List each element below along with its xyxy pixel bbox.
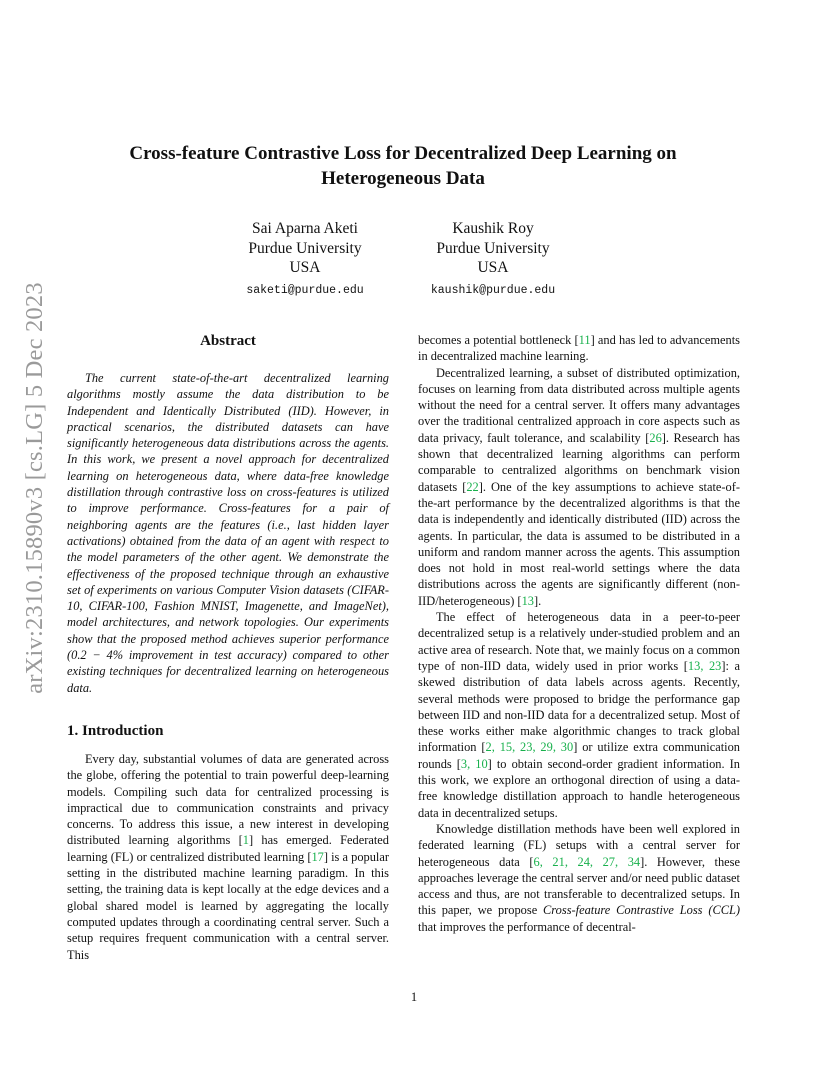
page-number: 1: [410, 990, 418, 1004]
author-block: [403, 219, 583, 300]
citation-link[interactable]: 3, 10: [460, 756, 488, 771]
abstract-heading: Abstract: [200, 333, 256, 349]
author-country: USA: [289, 259, 321, 276]
citation-link[interactable]: 11: [578, 333, 591, 347]
arxiv-sidebar-stamp: [14, 281, 56, 694]
author-email[interactable]: kaushik@purdue.edu: [430, 283, 556, 297]
author-name: Kaushik Roy: [452, 220, 534, 237]
citation-link[interactable]: 13, 23: [687, 658, 722, 673]
citation-link[interactable]: 22: [466, 479, 479, 494]
paragraph: The effect of heterogeneous data in a peer-to-peer decentralized setup is a relatively under-studied problem and an active area of research. Note that, we mainly focus on a common type of non-IID data, widely used in prior works [13, 23]: a skewed distribution of data labels across agents. Recently, several methods were proposed to bridge the performance gap between IID and non-IID data for a decentralized setup. Most of these works either make algorithmic changes to track global information [2, 15, 23, 29, 30] or utilize extra communication rounds [3, 10] to obtain second-order gradient information. In this work, we explore an orthogonal direction of using a data-free knowledge distillation approach to handle heterogeneous data in decentralized setups.: [418, 610, 741, 820]
citation-link[interactable]: 1: [242, 833, 249, 848]
paragraph: Knowledge distillation methods have been well explored in federated learning (FL) setups with a central server for heterogeneous data [6, 21, 24, 27, 34]. However, these approaches leverage the central server and/or need public dataset access and thus, are not transferable to decentralized setups. In this paper, we propose Cross-feature Contrastive Loss (CCL) that improves the performance of decentral-: [418, 821, 741, 934]
abstract-text: The current state-of-the-art decentralized learning algorithms mostly assume the data distribution to be Independent and Identically Distributed (IID). However, in practical scenarios, the distributed datasets can have significantly heterogeneous data distributions across the agents. In this work, we present a novel approach for decentralized learning on heterogeneous data, where data-free knowledge distillation through contrastive loss on cross-features is utilized to improve performance. Cross-features for a pair of neighboring agents are the features (i.e., last hidden layer activations) obtained from the data of an agent with respect to the model parameters of the other agent. We demonstrate the effectiveness of the proposed technique through an exhaustive set of experiments on various Computer Vision datasets (CIFAR-10, CIFAR-100, Fashion MNIST, Imagenette, and ImageNet), model architectures, and network topologies. Our experiments show that the proposed method achieves superior performance (0.2 − 4% improvement in test accuracy) compared to other existing techniques for decentralized learning on heterogeneous data.: [67, 371, 389, 695]
citation-link[interactable]: 13: [521, 593, 534, 608]
author-country: USA: [477, 259, 509, 276]
author-affiliation: Purdue University: [436, 239, 550, 257]
paragraph: Every day, substantial volumes of data are generated across the globe, offering the potential to train powerful deep-learning models. Compiling such data for centralized processing is impractical due to communication constraints and privacy concerns. To address this issue, a new interest in developing distributed learning algorithms [1] has emerged. Federated learning (FL) or centralized distributed learning [17] is a popular setting in the distributed machine learning paradigm. In this setting, the training data is kept locally at the edge devices and a global shared model is learned by aggregating the locally computed updates through a coordinating central server. Such a setup requires frequent communication with a central server. This: [67, 751, 389, 962]
author-email[interactable]: saketi@purdue.edu: [246, 283, 364, 297]
method-name: Cross-feature Contrastive Loss (CCL): [543, 903, 741, 918]
author-block: [215, 219, 395, 300]
citation-link[interactable]: 26: [649, 430, 662, 445]
citation-link[interactable]: 6, 21, 24, 27, 34: [533, 854, 641, 869]
arxiv-id: arXiv:2310.15890v3 [cs.LG] 5 Dec 2023: [21, 281, 48, 694]
citation-link[interactable]: 2, 15, 23, 29, 30: [485, 740, 574, 755]
author-affiliation: Purdue University: [248, 239, 362, 257]
paragraph: becomes a potential bottleneck [11] and has led to advancements in decentralized machine learning.: [418, 333, 741, 364]
paper-title: Cross-feature Contrastive Loss for Decentralized Deep Learning on Heterogeneous Data: [129, 143, 677, 189]
section-heading: 1. Introduction: [67, 722, 164, 739]
citation-link[interactable]: 17: [311, 849, 324, 864]
paragraph: Decentralized learning, a subset of distributed optimization, focuses on learning from data distributed across multiple agents without the need for a central server. It offers many advantages over the traditional centralized approach in core aspects such as data privacy, fault tolerance, and scalability [26]. Research has shown that decentralized learning algorithms can perform comparable to centralized algorithms on benchmark vision datasets [22]. One of the key assumptions to achieve state-of-the-art performance by the decentralized algorithms is that the data is independently and identically distributed (IID) across the agents. In particular, the data is assumed to be distributed in a uniform and random manner across the agents. This assumption does not hold in most real-world settings where the data distributions across the agents are significantly different (non-IID/heterogeneous) [13].: [418, 365, 740, 608]
right-column: [418, 332, 740, 935]
author-name: Sai Aparna Aketi: [252, 220, 358, 237]
left-column: [67, 330, 389, 963]
